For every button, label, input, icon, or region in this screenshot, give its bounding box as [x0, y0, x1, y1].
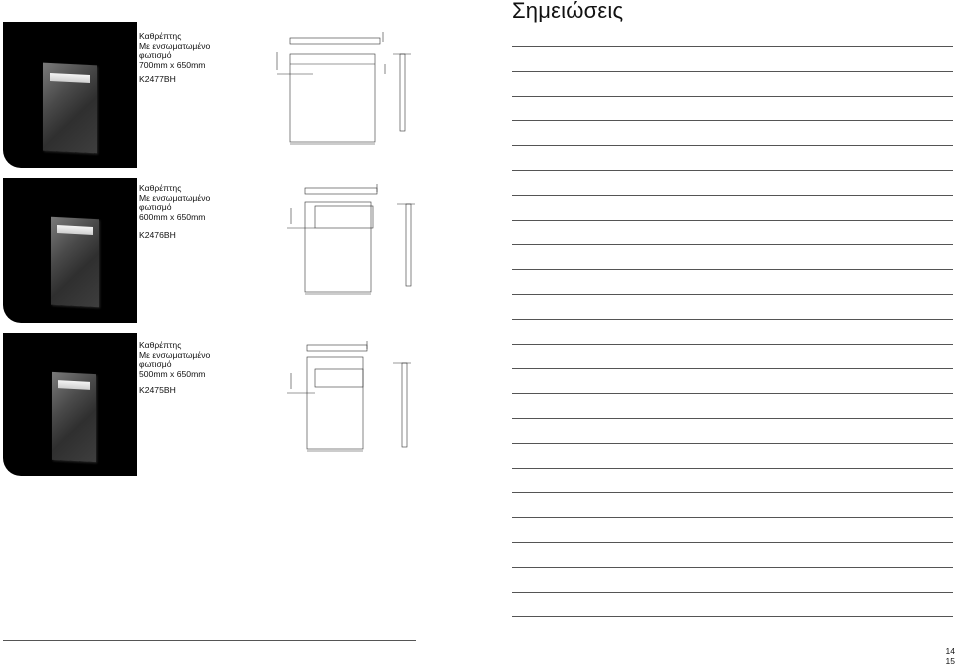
- note-line: [512, 46, 953, 47]
- note-line: [512, 170, 953, 171]
- product-block-k2476bh: [3, 178, 500, 323]
- mirror-image: [51, 217, 99, 308]
- note-line: [512, 368, 953, 369]
- notes-title: Σημειώσεις: [512, 0, 624, 23]
- product-description: Με ενσωματωμένο: [139, 192, 211, 203]
- note-line: [512, 319, 953, 320]
- note-line: [512, 517, 953, 518]
- product-description: φωτισμό: [139, 359, 172, 369]
- product-description: Με ενσωματωμένο: [139, 40, 211, 51]
- note-line: [512, 542, 953, 543]
- product-photo-panel: [3, 333, 137, 476]
- technical-drawing: [273, 24, 423, 148]
- note-line: [512, 443, 953, 444]
- note-line: [512, 120, 953, 121]
- note-line: [512, 468, 953, 469]
- bottom-rule: [3, 640, 416, 641]
- product-size: 600mm x 650mm: [139, 211, 206, 222]
- note-line: [512, 71, 953, 72]
- product-label: [139, 341, 210, 379]
- note-line: [512, 269, 953, 270]
- note-line: [512, 492, 953, 493]
- product-block-k2477bh: [3, 22, 500, 168]
- note-line: [512, 244, 953, 245]
- page-numbers: [946, 646, 955, 666]
- mirror-light-strip: [50, 73, 90, 83]
- product-name: Καθρέπτης: [139, 31, 182, 41]
- note-line: [512, 145, 953, 146]
- technical-drawing: [285, 182, 425, 300]
- product-description: φωτισμό: [139, 50, 172, 60]
- note-line: [512, 294, 953, 295]
- technical-drawing: [285, 339, 425, 457]
- note-line: [512, 393, 953, 394]
- mirror-image: [52, 372, 96, 462]
- product-photo-panel: [3, 22, 137, 168]
- page-number-right: 15: [945, 656, 955, 666]
- product-code: K2477BH: [139, 74, 176, 84]
- page-number-left: 14: [945, 646, 955, 656]
- product-label: [139, 32, 210, 70]
- note-line: [512, 418, 953, 419]
- product-code: K2475BH: [139, 385, 176, 395]
- mirror-light-strip: [57, 225, 93, 235]
- mirror-image: [43, 63, 97, 154]
- note-line: [512, 567, 953, 568]
- product-size: 500mm x 650mm: [139, 368, 206, 379]
- note-line: [512, 96, 953, 97]
- product-code: K2476BH: [139, 230, 176, 240]
- note-line: [512, 616, 953, 617]
- product-label: [139, 184, 210, 222]
- note-line: [512, 220, 953, 221]
- product-block-k2475bh: [3, 333, 500, 476]
- product-name: Καθρέπτης: [139, 183, 182, 193]
- product-description: φωτισμό: [139, 202, 172, 212]
- product-name: Καθρέπτης: [139, 340, 182, 350]
- note-line: [512, 592, 953, 593]
- note-line: [512, 195, 953, 196]
- product-photo-panel: [3, 178, 137, 323]
- note-line: [512, 344, 953, 345]
- product-size: 700mm x 650mm: [139, 59, 206, 70]
- product-description: Με ενσωματωμένο: [139, 349, 211, 360]
- mirror-light-strip: [58, 380, 90, 390]
